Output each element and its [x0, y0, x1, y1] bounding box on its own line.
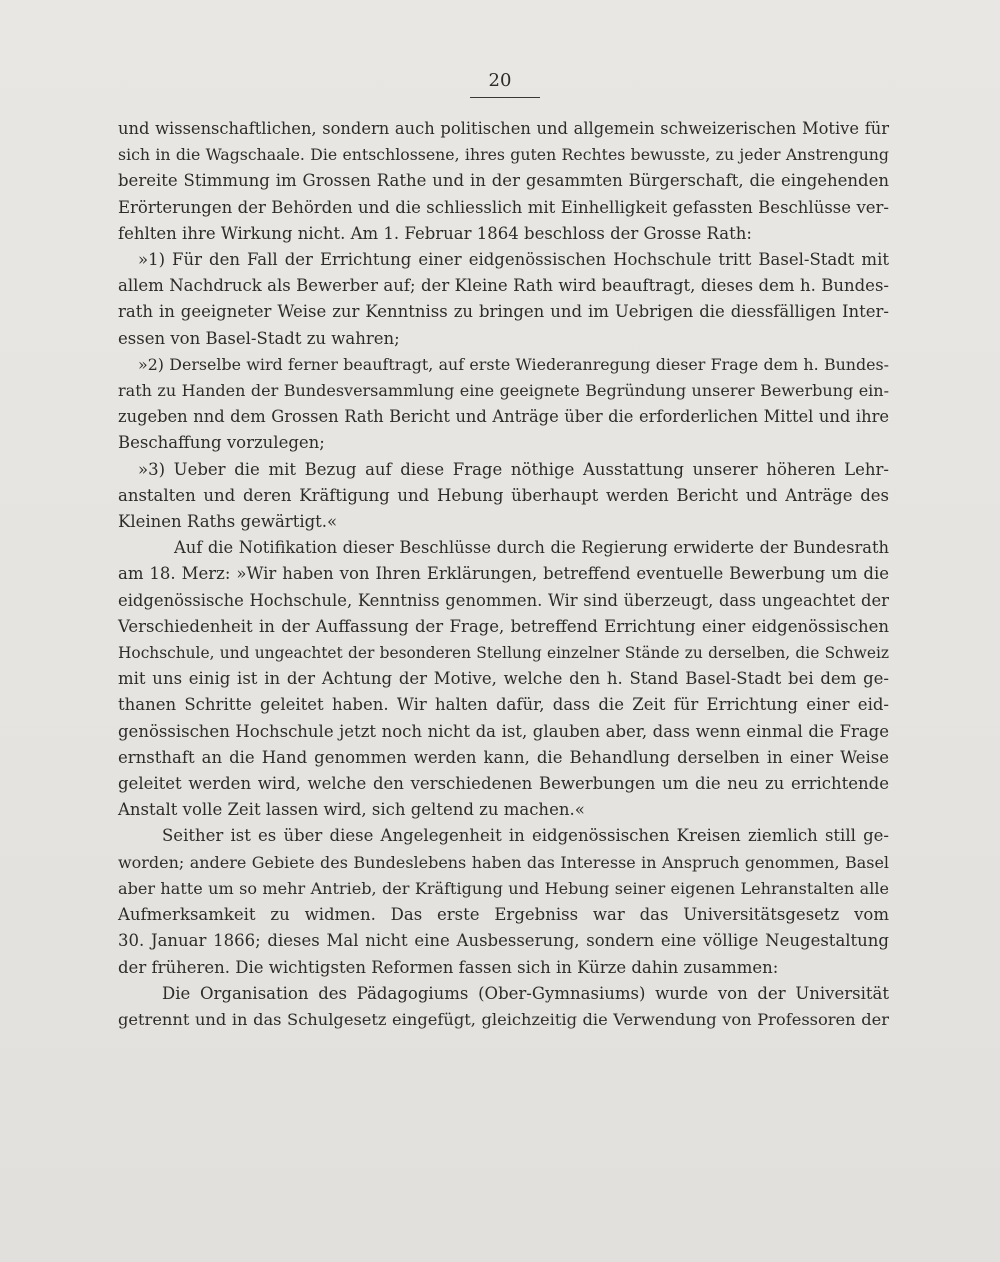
text-line: Beschaffung vorzulegen; [118, 433, 325, 453]
text-line: geleitet werden wird, welche den verschiedenen Bewerbungen um die neu zu errichtende [118, 774, 889, 794]
text-line: sich in die Wagschaale. Die entschlossene, ihres guten Rechtes bewusste, zu jeder Anstrengung [118, 145, 889, 165]
text-line: Die Organisation des Pädagogiums (Ober-Gymnasiums) wurde von der Universität [162, 983, 889, 1003]
page-number: 20 [488, 70, 512, 91]
paragraph [118, 116, 889, 247]
text-line: bereite Stimmung im Grossen Rathe und in der gesammten Bürgerschaft, die eingehenden [118, 171, 889, 191]
paragraph [118, 457, 889, 536]
text-line: am 18. Merz: »Wir haben von Ihren Erklärungen, betreffend eventuelle Bewerbung um die [118, 564, 889, 584]
text-line: allem Nachdruck als Bewerber auf; der Kleine Rath wird beauftragt, dieses dem h. Bundes- [118, 276, 889, 296]
paragraph [118, 981, 889, 1033]
text-line: und wissenschaftlichen, sondern auch politischen und allgemein schweizerischen Motive für [118, 119, 889, 138]
text-line: Auf die Notifikation dieser Beschlüsse durch die Regierung erwiderte der Bundesrath [174, 538, 889, 558]
text-line: aber hatte um so mehr Antrieb, der Kräftigung und Hebung seiner eigenen Lehranstalten alle [118, 878, 889, 898]
text-line: Aufmerksamkeit zu widmen. Das erste Ergebniss war das Universitätsgesetz vom [118, 905, 889, 925]
text-line: zugeben nnd dem Grossen Rath Bericht und Anträge über die erforderlichen Mittel und ihre [118, 407, 889, 427]
text-line: Seither ist es über diese Angelegenheit in eidgenössischen Kreisen ziemlich still ge- [162, 826, 889, 846]
text-line: thanen Schritte geleitet haben. Wir halten dafür, dass die Zeit für Errichtung einer eid- [118, 695, 889, 715]
text-line: Anstalt volle Zeit lassen wird, sich geltend zu machen.« [118, 800, 585, 820]
text-line: rath zu Handen der Bundesversammlung eine geeignete Begründung unserer Bewerbung ein- [118, 381, 889, 401]
text-line: worden; andere Gebiete des Bundeslebens haben das Interesse in Anspruch genommen, Basel [118, 852, 889, 872]
text-line: fehlten ihre Wirkung nicht. Am 1. Februar 1864 beschloss der Grosse Rath: [118, 223, 752, 243]
text-line: »2) Derselbe wird ferner beauftragt, auf erste Wiederanregung dieser Frage dem h. Bundes- [138, 354, 889, 374]
text-line: mit uns einig ist in der Achtung der Motive, welche den h. Stand Basel-Stadt bei dem ge- [118, 669, 889, 689]
text-line: getrennt und in das Schulgesetz eingefügt, gleichzeitig die Verwendung von Professoren der [118, 1009, 889, 1029]
paragraph [118, 352, 889, 457]
text-line: Hochschule, und ungeachtet der besonderen Stellung einzelner Stände zu derselben, die Schweiz [118, 644, 889, 663]
text-line: essen von Basel-Stadt zu wahren; [118, 328, 400, 348]
text-line: anstalten und deren Kräftigung und Hebung überhaupt werden Bericht und Anträge des [118, 485, 889, 505]
text-line: »1) Für den Fall der Errichtung einer eidgenössischen Hochschule tritt Basel-Stadt mit [138, 250, 889, 270]
text-line: Erörterungen der Behörden und die schliesslich mit Einhelligkeit gefassten Beschlüsse ver- [118, 197, 889, 217]
text-line: ernsthaft an die Hand genommen werden kann, die Behandlung derselben in einer Weise [118, 747, 889, 767]
paragraph [118, 823, 889, 980]
text-line: 30. Januar 1866; dieses Mal nicht eine Ausbesserung, sondern eine völlige Neugestaltung [118, 931, 889, 951]
text-line: der früheren. Die wichtigsten Reformen fassen sich in Kürze dahin zusammen: [118, 957, 779, 977]
text-line: Verschiedenheit in der Auffassung der Frage, betreffend Errichtung einer eidgenössischen [118, 616, 889, 636]
body-text [118, 116, 889, 1033]
text-line: »3) Ueber die mit Bezug auf diese Frage nöthige Ausstattung unserer höheren Lehr- [138, 459, 889, 479]
paragraph [118, 535, 889, 823]
text-line: genössischen Hochschule jetzt noch nicht da ist, glauben aber, dass wenn einmal die Frage [118, 721, 889, 741]
paragraph [118, 247, 889, 352]
text-line: eidgenössische Hochschule, Kenntniss genommen. Wir sind überzeugt, dass ungeachtet der [118, 590, 889, 610]
text-line: Kleinen Raths gewärtigt.« [118, 512, 338, 532]
page-number-rule [470, 97, 540, 98]
text-line: rath in geeigneter Weise zur Kenntniss zu bringen und im Uebrigen die diessfälligen Inter- [118, 302, 889, 322]
